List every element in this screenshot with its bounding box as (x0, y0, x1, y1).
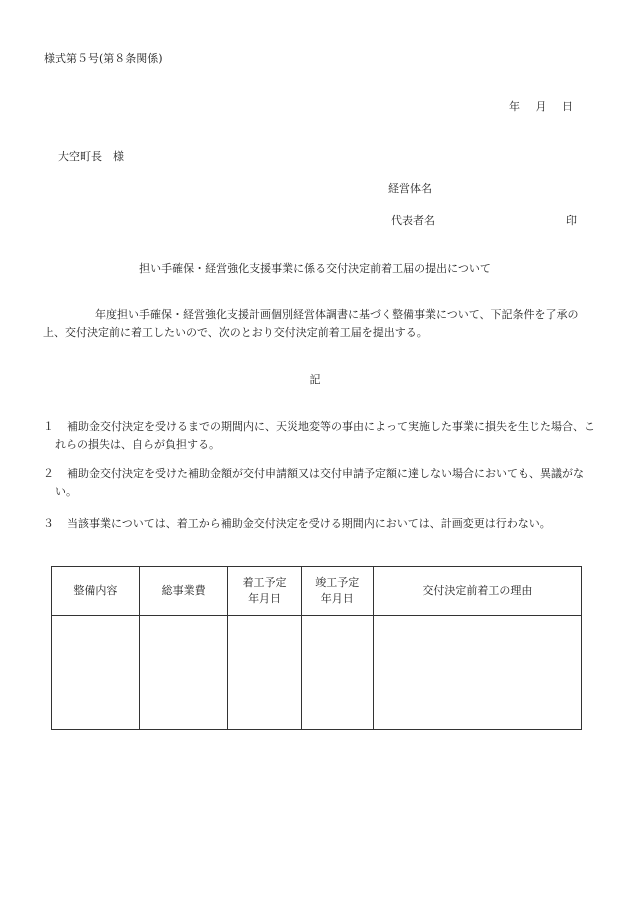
table-row (52, 616, 582, 730)
table-header-row (52, 567, 582, 616)
cell-reason[interactable] (373, 616, 581, 730)
header-start-date: 着工予定 年月日 (228, 567, 301, 616)
document-title: 担い手確保・経営強化支援事業に係る交付決定前着工届の提出について (139, 262, 491, 275)
form-number: 様式第５号(第８条関係) (44, 52, 163, 65)
ki-heading: 記 (309, 373, 321, 386)
header-total-cost: 総事業費 (139, 567, 228, 616)
seal-mark: 印 (566, 214, 577, 227)
condition-text: 当該事業については、着工から補助金交付決定を受ける期間内においては、計画変更は行わない。 (67, 517, 551, 530)
cell-start-date[interactable] (228, 616, 301, 730)
schedule-table (51, 566, 582, 730)
header-reason: 交付決定前着工の理由 (373, 567, 581, 616)
representative-line (391, 212, 577, 228)
addressee: 大空町長 様 (58, 150, 124, 163)
condition-number: ２ (43, 467, 54, 480)
cell-total-cost[interactable] (139, 616, 228, 730)
date-day: 日 (562, 100, 573, 113)
date-line (509, 98, 585, 114)
header-completion-date: 竣工予定 年月日 (301, 567, 373, 616)
condition-item (43, 515, 600, 533)
org-name-label: 経営体名 (388, 182, 432, 195)
condition-number: １ (43, 420, 54, 433)
condition-text: 補助金交付決定を受けるまでの期間内に、天災地変等の事由によって実施した事業に損失を生じた場合、これらの損失は、自らが負担する。 (55, 420, 595, 451)
condition-text: 補助金交付決定を受けた補助金額が交付申請額又は交付申請予定額に達しない場合においても、異議がない。 (55, 467, 584, 498)
header-content: 整備内容 (52, 567, 140, 616)
body-paragraph: 年度担い手確保・経営強化支援計画個別経営体調書に基づく整備事業について、下記条件を了承の上、交付決定前に着工したいので、次のとおり交付決定前着工届を提出する。 (43, 308, 579, 339)
date-year: 年 (509, 100, 520, 113)
cell-content[interactable] (52, 616, 140, 730)
cell-completion-date[interactable] (301, 616, 373, 730)
condition-item (43, 418, 600, 454)
date-month: 月 (535, 100, 547, 113)
condition-number: ３ (43, 517, 54, 530)
representative-label: 代表者名 (391, 214, 435, 227)
condition-item (43, 465, 600, 501)
